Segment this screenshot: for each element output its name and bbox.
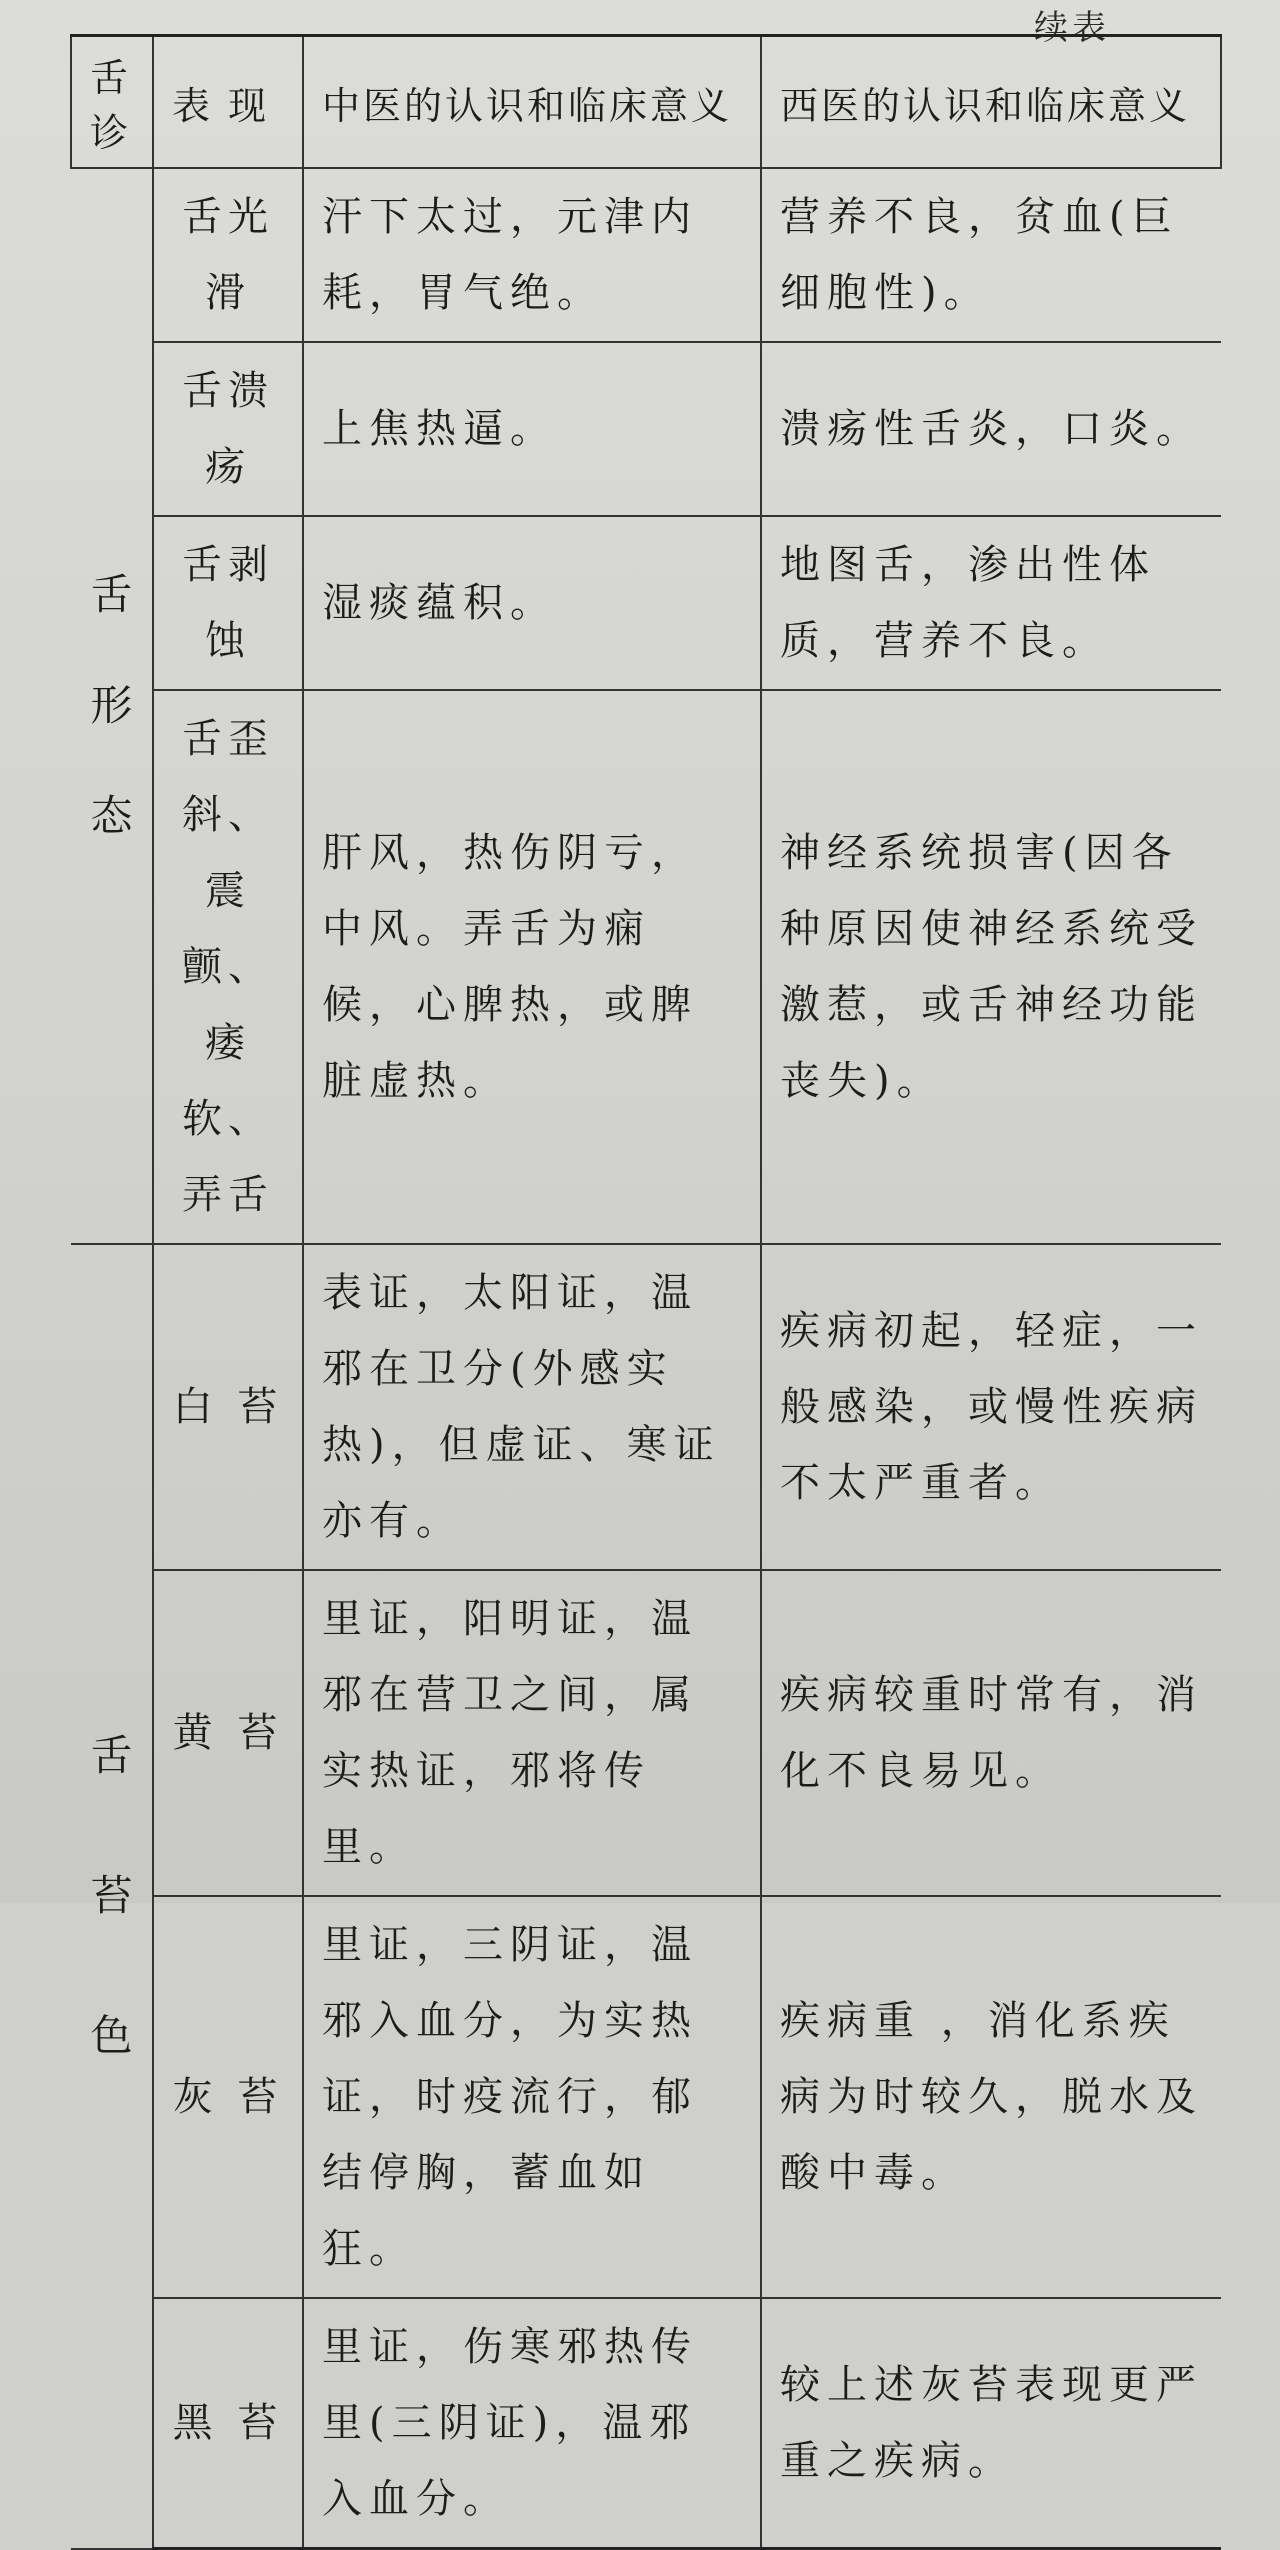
table-row: [71, 342, 1221, 516]
header-manifestation: 表 现: [153, 36, 303, 169]
feature-cell: 黄 苔: [153, 1570, 303, 1896]
group-label-char: 态: [90, 791, 133, 841]
table-row: [71, 168, 1221, 342]
feature-cell: 白 苔: [153, 1244, 303, 1570]
tcm-cell: 表证，太阳证，温邪在卫分(外感实热)，但虚证、寒证亦有。: [303, 1244, 761, 1570]
feature-cell: 舌溃疡: [153, 342, 303, 516]
western-cell: 疾病初起，轻症，一般感染，或慢性疾病不太严重者。: [761, 1244, 1221, 1570]
feature-cell: 灰 苔: [153, 1896, 303, 2298]
table-row: [71, 1244, 1221, 1570]
feature-cell: 舌剥蚀: [153, 516, 303, 690]
table-row: [71, 690, 1221, 1244]
group-label: [77, 1731, 146, 2062]
group-label-char: 舌: [90, 1730, 133, 1780]
tcm-cell: 里证，三阴证，温邪入血分，为实热证，时疫流行，郁结停胸，蓄血如狂。: [303, 1896, 761, 2298]
feature-cell: 舌歪斜、震颤、痿软、弄舌: [153, 690, 303, 1244]
continued-table-caption: 续表: [1034, 8, 1110, 48]
tongue-diagnosis-table: [70, 34, 1222, 2550]
header-diagnosis: 舌诊: [71, 36, 153, 169]
feature-cell: 舌光滑: [153, 168, 303, 342]
header-western-significance: 西医的认识和临床意义: [761, 36, 1221, 169]
tcm-cell: 湿痰蕴积。: [303, 516, 761, 690]
western-cell: 疾病较重时常有，消化不良易见。: [761, 1570, 1221, 1896]
group-coating-color: [71, 1244, 153, 2549]
table-row: [71, 516, 1221, 690]
group-label-char: 舌: [90, 570, 133, 620]
table-header-row: [71, 36, 1221, 169]
table-row: [71, 2298, 1221, 2549]
western-cell: 较上述灰苔表现更严重之疾病。: [761, 2298, 1221, 2549]
table-row: [71, 1570, 1221, 1896]
tcm-cell: 里证，阳明证，温邪在营卫之间，属实热证，邪将传里。: [303, 1570, 761, 1896]
feature-cell: 黑 苔: [153, 2298, 303, 2549]
group-label-char: 形: [90, 680, 133, 730]
table-row: [71, 1896, 1221, 2298]
western-cell: 溃疡性舌炎，口炎。: [761, 342, 1221, 516]
western-cell: 疾病重 ，消化系疾病为时较久，脱水及酸中毒。: [761, 1896, 1221, 2298]
western-cell: 营养不良，贫血(巨细胞性)。: [761, 168, 1221, 342]
tcm-cell: 汗下太过，元津内耗，胃气绝。: [303, 168, 761, 342]
tcm-cell: 里证，伤寒邪热传里(三阴证)，温邪入血分。: [303, 2298, 761, 2549]
tcm-cell: 上焦热逼。: [303, 342, 761, 516]
tcm-cell: 肝风，热伤阴亏，中风。弄舌为痫候，心脾热，或脾脏虚热。: [303, 690, 761, 1244]
group-label-char: 色: [90, 2011, 133, 2061]
group-tongue-shape: [71, 168, 153, 1244]
western-cell: 地图舌，渗出性体质，营养不良。: [761, 516, 1221, 690]
group-label: [77, 570, 146, 841]
group-label-char: 苔: [90, 1871, 133, 1921]
western-cell: 神经系统损害(因各种原因使神经系统受激惹，或舌神经功能丧失)。: [761, 690, 1221, 1244]
header-tcm-significance: 中医的认识和临床意义: [303, 36, 761, 169]
